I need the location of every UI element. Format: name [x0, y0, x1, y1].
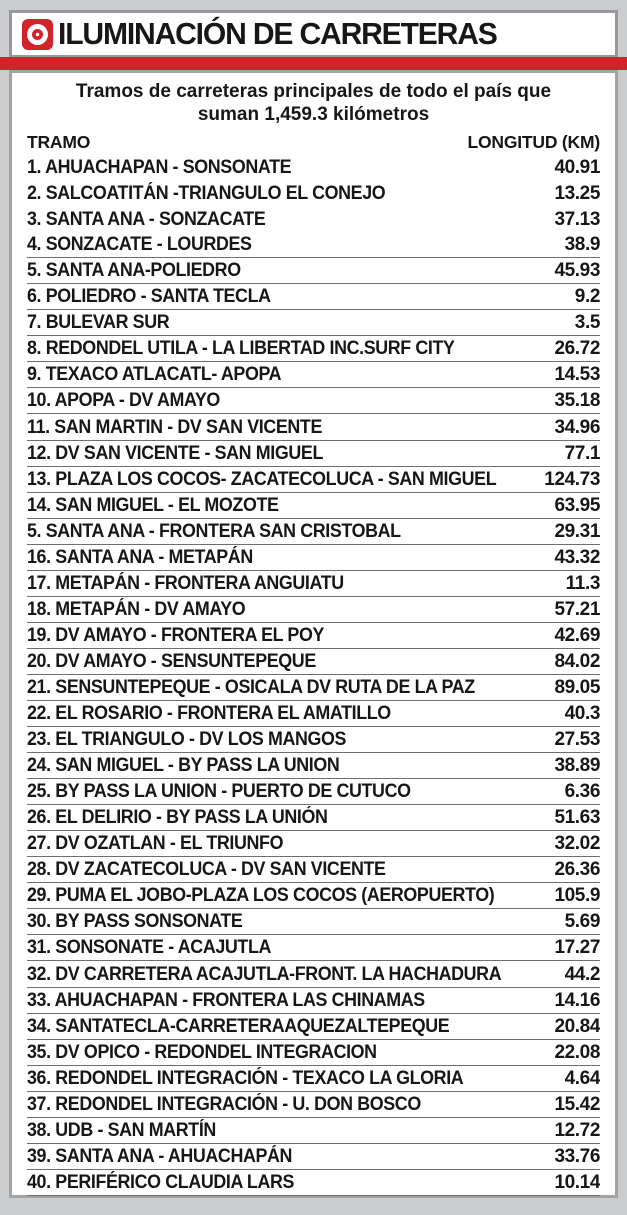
table-row [27, 336, 600, 362]
table-subtitle [27, 80, 600, 126]
table-row [27, 519, 600, 545]
tramo-name: 25. BY PASS LA UNION - PUERTO DE CUTUCO [27, 781, 411, 803]
table-row [27, 779, 600, 805]
table-row [27, 232, 600, 258]
tramo-length: 77.1 [564, 442, 600, 464]
tramo-name: 27. DV OZATLAN - EL TRIUNFO [27, 833, 284, 855]
tramo-name: 19. DV AMAYO - FRONTERA EL POY [27, 624, 325, 646]
tramo-length: 10.14 [554, 1171, 600, 1193]
table-row [27, 831, 600, 857]
table-row [27, 988, 600, 1014]
table-body [27, 154, 600, 1196]
table-row [27, 388, 600, 414]
table-row [27, 623, 600, 649]
tramo-name: 30. BY PASS SONSONATE [27, 911, 243, 933]
tramo-length: 13.25 [554, 183, 600, 205]
tramo-name: 7. BULEVAR SUR [27, 312, 170, 334]
tramo-length: 17.27 [554, 937, 600, 959]
table-row [27, 805, 600, 831]
tramo-name: 39. SANTA ANA - AHUACHAPÁN [27, 1145, 293, 1167]
table-panel [9, 70, 618, 1198]
table-row [27, 441, 600, 467]
tramo-length: 89.05 [554, 676, 600, 698]
table-row [27, 180, 600, 206]
header [9, 10, 618, 58]
tramo-length: 14.53 [554, 364, 600, 386]
tramo-length: 22.08 [554, 1041, 600, 1063]
tramo-length: 3.5 [574, 312, 600, 334]
tramo-length: 12.72 [554, 1119, 600, 1141]
tramo-name: 2. SALCOATITÁN -TRIANGULO EL CONEJO [27, 183, 386, 205]
table-row [27, 310, 600, 336]
red-divider-bar [0, 57, 627, 70]
tramo-name: 40. PERIFÉRICO CLAUDIA LARS [27, 1171, 295, 1193]
tramo-name: 8. REDONDEL UTILA - LA LIBERTAD INC.SURF CITY [27, 338, 455, 360]
table-row [27, 649, 600, 675]
tramo-name: 16. SANTA ANA - METAPÁN [27, 546, 253, 568]
tramo-length: 34.96 [554, 416, 600, 438]
tramo-length: 4.64 [564, 1067, 600, 1089]
table-row [27, 857, 600, 883]
tramo-length: 20.84 [554, 1015, 600, 1037]
tramo-length: 14.16 [554, 989, 600, 1011]
tramo-length: 26.36 [554, 859, 600, 881]
page-title: ILUMINACIÓN DE CARRETERAS [58, 16, 497, 51]
tramo-name: 32. DV CARRETERA ACAJUTLA-FRONT. LA HACHADURA [27, 963, 502, 985]
tramo-name: 9. TEXACO ATLACATL- APOPA [27, 364, 282, 386]
table-row [27, 467, 600, 493]
tramo-name: 36. REDONDEL INTEGRACIÓN - TEXACO LA GLORIA [27, 1067, 464, 1089]
table-row [27, 414, 600, 440]
table-row [27, 1040, 600, 1066]
table-row [27, 675, 600, 701]
tramo-name: 33. AHUACHAPAN - FRONTERA LAS CHINAMAS [27, 989, 425, 1011]
tramo-length: 45.93 [554, 260, 600, 282]
tramo-name: 18. METAPÁN - DV AMAYO [27, 598, 246, 620]
tramo-name: 1. AHUACHAPAN - SONSONATE [27, 157, 292, 179]
tramo-name: 26. EL DELIRIO - BY PASS LA UNIÓN [27, 807, 328, 829]
table-row [27, 284, 600, 310]
tramo-length: 42.69 [554, 624, 600, 646]
tramo-name: 34. SANTATECLA-CARRETERAAQUEZALTEPEQUE [27, 1015, 450, 1037]
tramo-length: 32.02 [554, 833, 600, 855]
tramo-name: 28. DV ZACATECOLUCA - DV SAN VICENTE [27, 859, 386, 881]
tramo-name: 10. APOPA - DV AMAYO [27, 390, 220, 412]
tramo-length: 27.53 [554, 729, 600, 751]
tramo-length: 11.3 [565, 572, 600, 594]
tramo-length: 57.21 [554, 598, 600, 620]
table-row [27, 909, 600, 935]
tramo-length: 33.76 [554, 1145, 600, 1167]
table-row [27, 493, 600, 519]
tramo-name: 22. EL ROSARIO - FRONTERA EL AMATILLO [27, 703, 391, 725]
tramo-length: 26.72 [554, 338, 600, 360]
table-row [27, 1014, 600, 1040]
tramo-name: 38. UDB - SAN MARTÍN [27, 1119, 216, 1141]
tramo-length: 5.69 [564, 911, 600, 933]
table-row [27, 727, 600, 753]
tramo-length: 29.31 [554, 520, 600, 542]
table-row [27, 753, 600, 779]
tramo-name: 12. DV SAN VICENTE - SAN MIGUEL [27, 442, 323, 464]
tramo-name: 6. POLIEDRO - SANTA TECLA [27, 286, 271, 308]
table-row [27, 258, 600, 284]
tramo-name: 37. REDONDEL INTEGRACIÓN - U. DON BOSCO [27, 1093, 421, 1115]
tramo-length: 40.91 [554, 157, 600, 179]
tramo-name: 29. PUMA EL JOBO-PLAZA LOS COCOS (AEROPUERTO) [27, 885, 495, 907]
tramo-name: 5. SANTA ANA - FRONTERA SAN CRISTOBAL [27, 520, 401, 542]
table-row [27, 1066, 600, 1092]
table-row [27, 206, 600, 232]
table-row [27, 701, 600, 727]
bullseye-logo-icon [22, 19, 53, 50]
table-row [27, 1170, 600, 1196]
tramo-length: 84.02 [554, 650, 600, 672]
tramo-length: 6.36 [564, 781, 600, 803]
table-row [27, 1092, 600, 1118]
tramo-name: 21. SENSUNTEPEQUE - OSICALA DV RUTA DE LA PAZ [27, 676, 475, 698]
tramo-length: 15.42 [554, 1093, 600, 1115]
tramo-name: 20. DV AMAYO - SENSUNTEPEQUE [27, 650, 316, 672]
subtitle-line-1: Tramos de carreteras principales de todo el país que [75, 81, 552, 102]
tramo-length: 105.9 [554, 885, 600, 907]
tramo-length: 35.18 [554, 390, 600, 412]
table-row [27, 961, 600, 987]
tramo-length: 38.9 [564, 234, 600, 256]
tramo-length: 9.2 [574, 286, 600, 308]
tramo-length: 44.2 [564, 963, 600, 985]
tramo-name: 17. METAPÁN - FRONTERA ANGUIATU [27, 572, 344, 594]
tramo-name: 3. SANTA ANA - SONZACATE [27, 209, 266, 231]
tramo-name: 14. SAN MIGUEL - EL MOZOTE [27, 494, 279, 516]
table-row [27, 571, 600, 597]
tramo-length: 43.32 [554, 546, 600, 568]
tramo-length: 51.63 [554, 807, 600, 829]
tramo-name: 35. DV OPICO - REDONDEL INTEGRACION [27, 1041, 377, 1063]
table-row [27, 935, 600, 961]
table-row [27, 1144, 600, 1170]
tramo-length: 63.95 [554, 494, 600, 516]
column-headers [27, 132, 600, 153]
tramo-name: 31. SONSONATE - ACAJUTLA [27, 937, 272, 959]
column-header-longitud: LONGITUD (KM) [467, 132, 600, 152]
tramo-name: 5. SANTA ANA-POLIEDRO [27, 260, 241, 282]
tramo-name: 24. SAN MIGUEL - BY PASS LA UNION [27, 755, 340, 777]
tramo-name: 13. PLAZA LOS COCOS- ZACATECOLUCA - SAN MIGUEL [27, 468, 497, 490]
column-header-tramo: TRAMO [27, 132, 91, 152]
subtitle-line-2: suman 1,459.3 kilómetros [197, 104, 430, 125]
tramo-length: 38.89 [554, 755, 600, 777]
table-row [27, 1118, 600, 1144]
table-row [27, 154, 600, 180]
tramo-name: 4. SONZACATE - LOURDES [27, 234, 252, 256]
table-row [27, 545, 600, 571]
table-row [27, 883, 600, 909]
table-row [27, 362, 600, 388]
tramo-name: 11. SAN MARTIN - DV SAN VICENTE [27, 416, 322, 438]
tramo-length: 40.3 [564, 703, 600, 725]
table-row [27, 597, 600, 623]
tramo-length: 37.13 [554, 209, 600, 231]
tramo-name: 23. EL TRIANGULO - DV LOS MANGOS [27, 729, 347, 751]
tramo-length: 124.73 [544, 468, 600, 490]
